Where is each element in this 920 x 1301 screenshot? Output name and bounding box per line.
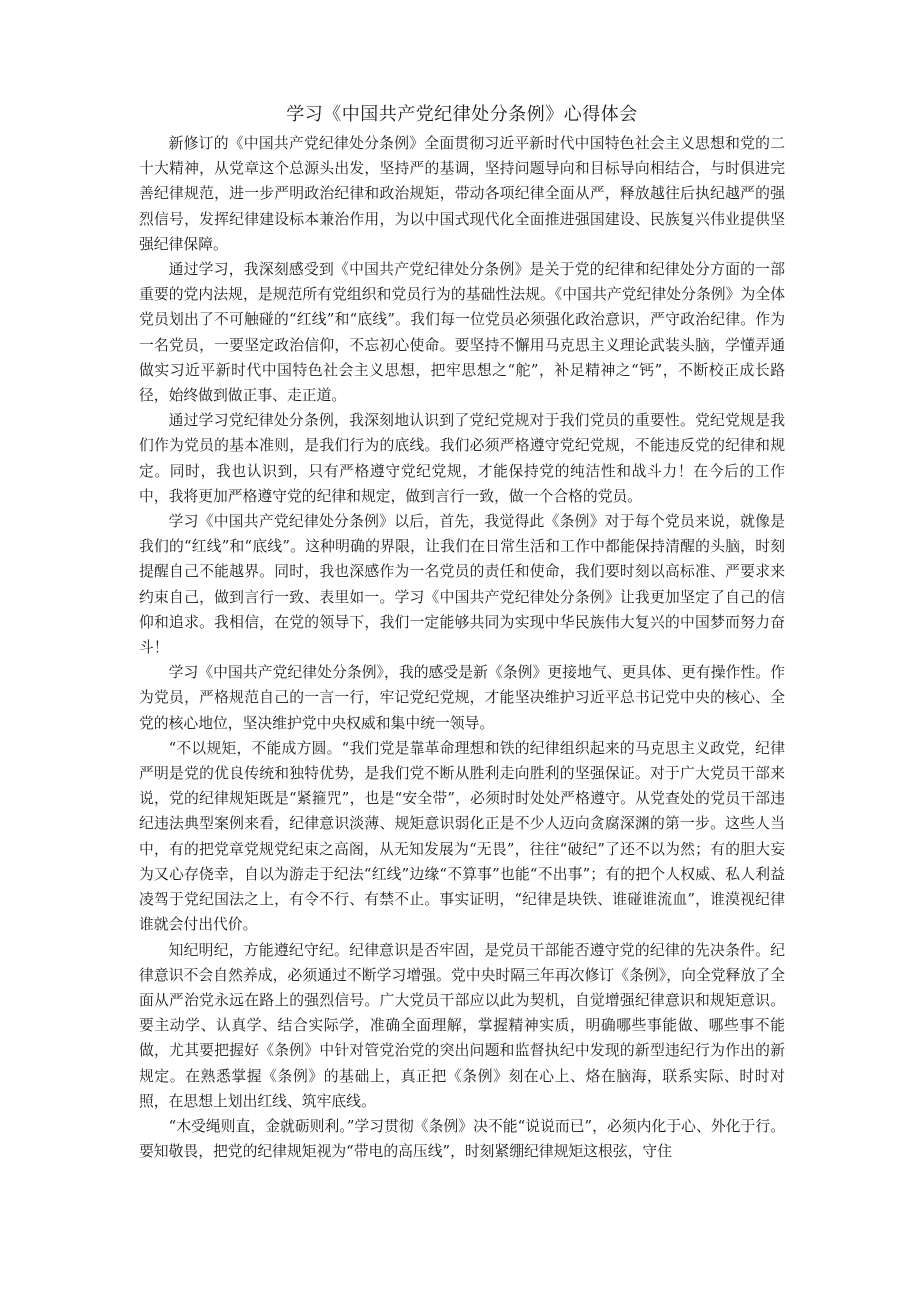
paragraph-1: 新修订的《中国共产党纪律处分条例》全面贯彻习近平新时代中国特色社会主义思想和党的二十大精神，从党章这个总源头出发，坚持严的基调，坚持问题导向和目标导向相结合，与时俱进完善纪律规范，进一步严明政治纪律和政治规矩，带动各项纪律全面从严，释放越往后执纪越严的强烈信号，发挥纪律建设标本兼治作用，为以中国式现代化全面推进强国建设、民族复兴伟业提供坚强纪律保障。 [139,135,785,253]
paragraph-7: 知纪明纪，方能遵纪守纪。纪律意识是否牢固，是党员干部能否遵守党的纪律的先决条件。纪律意识不会自然养成，必须通过不断学习增强。党中央时隔三年再次修订《条例》，向全党释放了全面从严治党永远在路上的强烈信号。广大党员干部应以此为契机，自觉增强纪律意识和规矩意识。要主动学、认真学、结合实际学，准确全面理解，掌握精神实质，明确哪些事能做、哪些事不能做，尤其要把握好《条例》中针对管党治党的突出问题和监督执纪中发现的新型违纪行为作出的新规定。在熟悉掌握《条例》的基础上，真正把《条例》刻在心上、烙在脑海，联系实际、时时对照，在思想上划出红线、筑牢底线。 [139,941,785,1110]
paragraph-4: 学习《中国共产党纪律处分条例》以后，首先，我觉得此《条例》对于每个党员来说，就像是我们的“红线”和“底线”。这种明确的界限，让我们在日常生活和工作中都能保持清醒的头脑，时刻提醒自己不能越界。同时，我也深感作为一名党员的责任和使命，我们要时刻以高标准、严要求来约束自己，做到言行一致、表里如一。学习《中国共产党纪律处分条例》让我更加坚定了自己的信仰和追求。我相信，在党的领导下，我们一定能够共同为实现中华民族伟大复兴的中国梦而努力奋斗！ [139,513,785,657]
paragraph-5: 学习《中国共产党纪律处分条例》，我的感受是新《条例》更接地气、更具体、更有操作性。作为党员，严格规范自己的一言一行，牢记党纪党规，才能坚决维护习近平总书记党中央的核心、全党的核心地位，坚决维护党中央权威和集中统一领导。 [139,664,785,732]
document-page [139,103,785,1164]
paragraph-3: 通过学习党纪律处分条例，我深刻地认识到了党纪党规对于我们党员的重要性。党纪党规是我们作为党员的基本准则，是我们行为的底线。我们必须严格遵守党纪党规，不能违反党的纪律和规定。同时，我也认识到，只有严格遵守党纪党规，才能保持党的纯洁性和战斗力！在今后的工作中，我将更加严格遵守党的纪律和规定，做到言行一致，做一个合格的党员。 [139,412,785,505]
paragraph-2: 通过学习，我深刻感受到《中国共产党纪律处分条例》是关于党的纪律和纪律处分方面的一部重要的党内法规，是规范所有党组织和党员行为的基础性法规。《中国共产党纪律处分条例》为全体党员划出了不可触碰的“红线”和“底线”。我们每一位党员必须强化政治意识，严守政治纪律。作为一名党员，一要坚定政治信仰，不忘初心使命。要坚持不懈用马克思主义理论武装头脑，学懂弄通做实习近平新时代中国特色社会主义思想，把牢思想之“舵”，补足精神之“钙”，不断校正成长路径，始终做到做正事、走正道。 [139,261,785,405]
paragraph-6: “不以规矩，不能成方圆。“我们党是靠革命理想和铁的纪律组织起来的马克思主义政党，纪律严明是党的优良传统和独特优势，是我们党不断从胜利走向胜利的坚强保证。对于广大党员干部来说，党的纪律规矩既是“紧箍咒”，也是“安全带”，必须时时处处严格遵守。从党查处的党员干部违纪违法典型案例来看，纪律意识淡薄、规矩意识弱化正是不少人迈向贪腐深渊的第一步。这些人当中，有的把党章党规党纪束之高阁，从无知发展为“无畏”，往往“破纪”了还不以为然；有的胆大妄为又心存侥幸，自以为游走于纪法“红线”边缘“不算事”也能“不出事”；有的把个人权威、私人利益凌驾于党纪国法之上，有令不行、有禁不止。事实证明，“纪律是块铁、谁碰谁流血”，谁漠视纪律谁就会付出代价。 [139,739,785,934]
paragraph-8: “木受绳则直，金就砺则利。”学习贯彻《条例》决不能“说说而已”，必须内化于心、外化于行。要知敬畏，把党的纪律规矩视为“带电的高压线”，时刻紧绷纪律规矩这根弦，守住 [139,1117,785,1161]
document-title: 学习《中国共产党纪律处分条例》心得体会 [286,104,638,125]
